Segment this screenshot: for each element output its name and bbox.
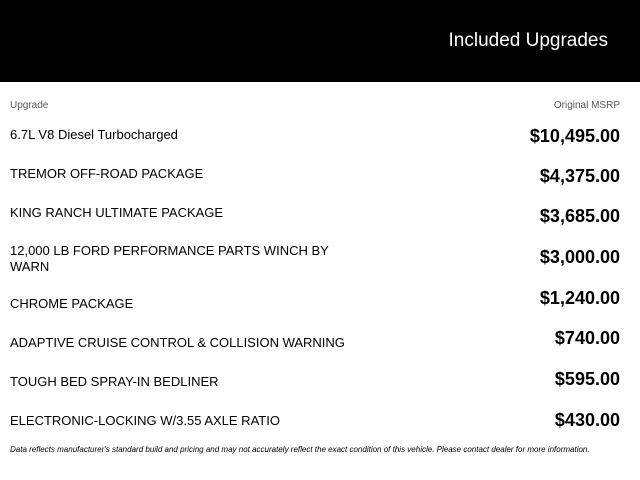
upgrade-price: $3,685.00 — [539, 206, 620, 226]
upgrade-price: $1,240.00 — [539, 288, 620, 308]
upgrade-name: CHROME PACKAGE — [10, 296, 134, 311]
upgrade-name: ADAPTIVE CRUISE CONTROL & COLLISION WARNING — [10, 335, 345, 350]
upgrade-name: ELECTRONIC-LOCKING W/3.55 AXLE RATIO — [10, 413, 280, 428]
upgrade-name: 12,000 LB FORD PERFORMANCE PARTS WINCH BY WARN — [10, 243, 329, 274]
upgrade-price: $3,000.00 — [539, 247, 620, 267]
upgrade-name: TOUGH BED SPRAY-IN BEDLINER — [10, 374, 219, 389]
upgrade-name: KING RANCH ULTIMATE PACKAGE — [10, 205, 224, 220]
upgrade-row — [10, 127, 620, 165]
upgrade-price: $740.00 — [554, 328, 620, 348]
column-header-msrp: Original MSRP — [553, 100, 620, 111]
upgrade-name: 6.7L V8 Diesel Turbocharged — [10, 127, 178, 142]
disclaimer-note: Data reflects manufacturer's standard build and pricing and may not accurately reflect the exact condition of this vehicle. Please contact dealer for more information. — [10, 445, 590, 454]
upgrade-price: $595.00 — [554, 369, 620, 389]
upgrade-row — [10, 205, 620, 243]
upgrade-row — [10, 166, 620, 204]
upgrade-price: $4,375.00 — [539, 166, 620, 186]
column-header-upgrade: Upgrade — [10, 100, 49, 111]
upgrade-row — [10, 288, 620, 334]
page-title: Included Upgrades — [448, 30, 608, 51]
header-bar — [0, 0, 640, 82]
upgrade-row — [10, 369, 620, 412]
upgrade-row — [10, 328, 620, 373]
upgrade-price: $10,495.00 — [529, 126, 620, 146]
upgrade-price: $430.00 — [554, 410, 620, 430]
upgrade-name: TREMOR OFF-ROAD PACKAGE — [10, 166, 204, 181]
upgrade-row — [10, 243, 620, 281]
